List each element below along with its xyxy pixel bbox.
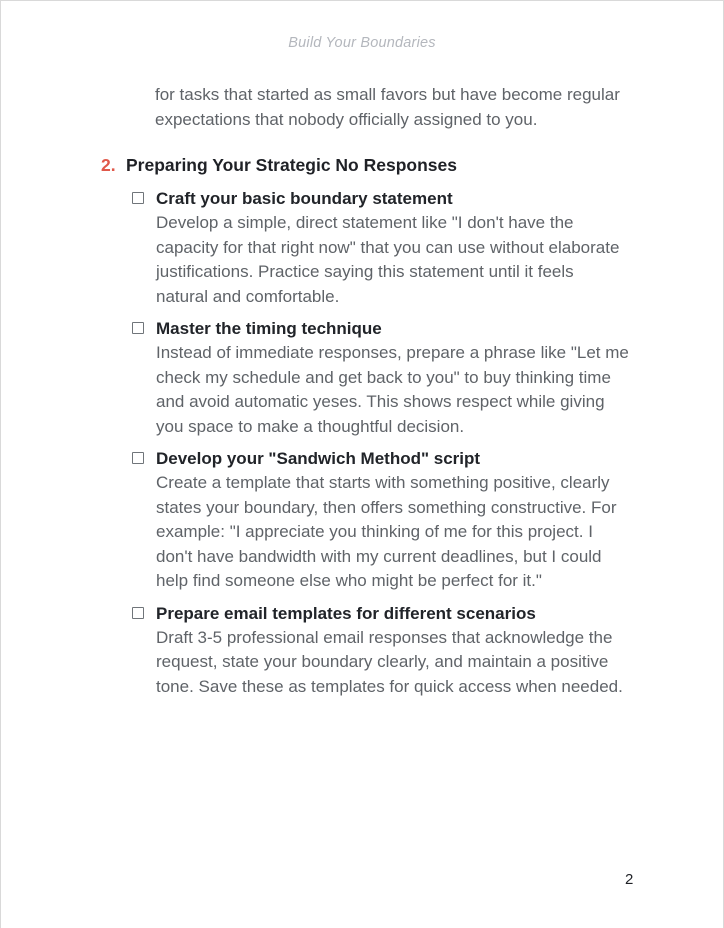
checklist-item-description: Draft 3-5 professional email responses that acknowledge the request, state your boundary clearly, and maintain a positive tone. Save these as templates for quick access when needed.	[156, 627, 623, 696]
checklist-item	[132, 316, 723, 439]
checklist-item-text	[156, 316, 630, 439]
checklist-item-text	[156, 446, 630, 594]
checklist-item-description: Instead of immediate responses, prepare a phrase like "Let me check my schedule and get back to you" to buy thinking time and avoid automatic yeses. This shows respect while giving you space to make a thoughtful decision.	[156, 343, 629, 436]
checklist-item-title: Master the timing technique	[156, 319, 382, 338]
checklist-item	[132, 446, 723, 594]
section-number: 2.	[101, 155, 116, 175]
checkbox-icon[interactable]	[132, 452, 144, 464]
checklist-item-title: Craft your basic boundary statement	[156, 189, 453, 208]
checklist-item-description: Create a template that starts with something positive, clearly states your boundary, then offers something constructive. For example: "I appreciate you thinking of me for this project. I don't have bandwidth with my current deadlines, but I could help find someone else who might be perfect for it."	[156, 473, 617, 590]
checklist-item	[132, 601, 723, 700]
checklist-item	[132, 186, 723, 309]
section-title: Preparing Your Strategic No Responses	[126, 155, 457, 175]
intro-paragraph-continuation: for tasks that started as small favors but have become regular expectations that nobody officially assigned to you.	[155, 85, 620, 129]
checklist-item-text	[156, 601, 630, 700]
page-number: 2	[625, 871, 634, 888]
checklist-item-description: Develop a simple, direct statement like "I don't have the capacity for that right now" that you can use without elaborate justifications. Practice saying this statement until it feels natural and comfortable.	[156, 213, 620, 306]
running-header: Build Your Boundaries	[288, 35, 436, 51]
checklist-item-title: Develop your "Sandwich Method" script	[156, 449, 481, 468]
checkbox-icon[interactable]	[132, 607, 144, 619]
checkbox-icon[interactable]	[132, 322, 144, 334]
section-heading	[101, 153, 723, 178]
checklist-item-text	[156, 186, 630, 309]
checklist-item-title: Prepare email templates for different scenarios	[156, 603, 536, 623]
checklist	[1, 186, 723, 699]
checkbox-icon[interactable]	[132, 192, 144, 204]
